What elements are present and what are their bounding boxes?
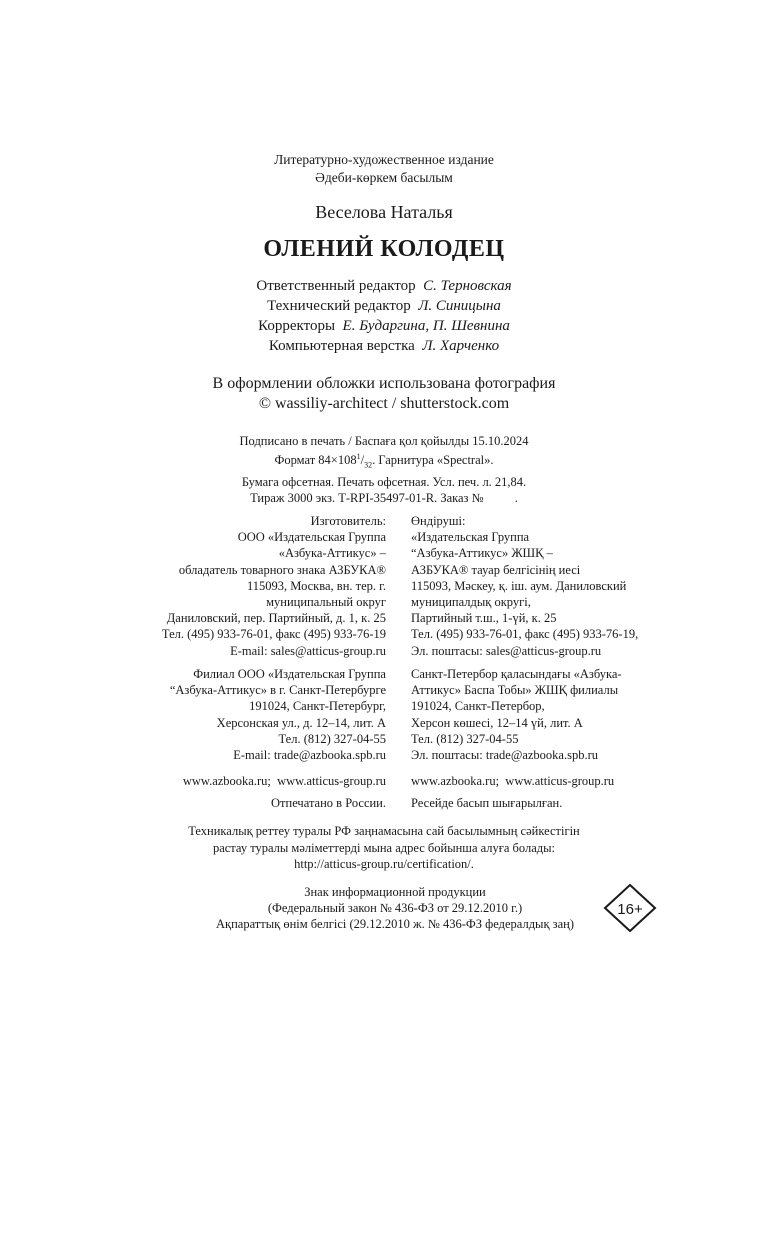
staff-credits [0, 276, 768, 356]
manufacturer-line: 115093, Москва, вн. тер. г. [246, 578, 386, 593]
certification-url: http://atticus-group.ru/certification/. [294, 857, 474, 871]
certification-note [0, 823, 768, 873]
website-kz: www.azbooka.ru; www.atticus-group.ru [411, 774, 615, 788]
manufacturer-line: обладатель товарного знака АЗБУКА® [178, 562, 386, 577]
branch-kz [411, 666, 622, 763]
certification-line: растау туралы мәліметтерді мына адрес бойынша алуға болады: [212, 840, 556, 855]
branch-line: Херсон көшесі, 12–14 үй, лит. А [411, 715, 583, 730]
branch-line: Тел. (812) 327-04-55 [278, 731, 386, 746]
staff-line [0, 336, 768, 356]
branch-line: Санкт-Петербор қаласындағы «Азбука- [411, 667, 622, 681]
website-ru: www.azbooka.ru; www.atticus-group.ru [182, 774, 386, 788]
age-rating-label: 16+ [617, 901, 643, 918]
branch-line: Аттикус» Баспа Тобы» ЖШҚ филиалы [411, 683, 619, 698]
branch-line: “Азбука-Аттикус» в г. Санкт-Петербурге [169, 683, 386, 698]
manufacturer-line: Тел. (495) 933-76-01, факс (495) 933-76-19, [411, 627, 639, 642]
edition-type-kz: Әдеби-көркем басылым [315, 170, 453, 185]
print-run: Тираж 3000 экз. Т-RPI-35497-01-R. Заказ № . [250, 490, 518, 505]
staff-role: Корректоры [258, 318, 336, 334]
manufacturer-line: муниципалдық округі, [411, 595, 531, 610]
staff-person: С. Терновская [423, 278, 512, 294]
staff-line [0, 316, 768, 336]
staff-person: Л. Синицына [418, 298, 501, 314]
branch-email: Эл. поштасы: trade@azbooka.spb.ru [411, 748, 599, 763]
cover-photo-credit: © wassiliy-architect / shutterstock.com [258, 395, 510, 412]
format-suffix: . Гарнитура «Spectral». [372, 453, 494, 468]
manufacturer-line: АЗБУКА® тауар белгісінің иесі [411, 562, 581, 577]
manufacturer-line: ООО «Издательская Группа [237, 530, 386, 545]
manufacturer-line: Тел. (495) 933-76-01, факс (495) 933-76-19 [161, 627, 386, 642]
manufacturer-line: Даниловский, пер. Партийный, д. 1, к. 25 [166, 611, 386, 626]
age-rating-icon [602, 883, 658, 933]
edition-type [0, 151, 768, 187]
cover-credit-line: В оформлении обложки использована фотография [212, 375, 556, 392]
branch-line: Филиал ООО «Издательская Группа [193, 667, 386, 681]
staff-line [0, 296, 768, 316]
signed-date: Подписано в печать / Баспаға қол қойылды 15.10.2024 [239, 434, 529, 448]
paper-line: Бумага офсетная. Печать офсетная. Усл. печ. л. 21,84. [241, 474, 527, 489]
branch-line: 191024, Санкт-Петербор, [411, 699, 545, 714]
certification-line: Техникалық реттеу туралы РФ заңнамасына сай басылымның сәйкестігін [188, 824, 580, 838]
branch-ru [170, 666, 386, 763]
manufacturer-line: «Азбука-Аттикус» – [278, 546, 386, 561]
info-sign-line: (Федеральный закон № 436-ФЗ от 29.12.2010 г.) [267, 901, 523, 915]
staff-person: Л. Харченко [422, 338, 500, 354]
author-name: Веселова Наталья [315, 202, 453, 222]
printed-in-ru: Отпечатано в России. [271, 796, 386, 810]
staff-role: Технический редактор [267, 298, 411, 314]
printed-in-kz: Ресейде басып шығарылған. [411, 796, 563, 810]
cover-credit [0, 374, 768, 414]
branch-line: Тел. (812) 327-04-55 [411, 731, 519, 746]
info-sign-line: Знак информационной продукции [304, 885, 486, 899]
info-product-sign [180, 884, 610, 932]
print-details [0, 433, 768, 506]
manufacturer-kz [411, 513, 638, 659]
manufacturer-email: Эл. поштасы: sales@atticus-group.ru [411, 643, 602, 658]
staff-person: Е. Бударгина, П. Шевнина [342, 318, 510, 334]
manufacturer-email: E-mail: sales@atticus-group.ru [230, 643, 386, 658]
format-line: Формат $84\times 108^1/_{32}$. Гарнитура «Spectral». [274, 452, 494, 470]
manufacturer-line: «Издательская Группа [411, 530, 530, 545]
staff-line [0, 276, 768, 296]
staff-role: Компьютерная верстка [268, 338, 415, 354]
info-sign-line: Ақпараттық өнім белгісі (29.12.2010 ж. № 436-ФЗ федералдық заң) [216, 917, 574, 931]
format-prefix: Формат 84×108 [274, 453, 357, 468]
manufacturer-line: Өндіруші: [411, 514, 466, 528]
format-denominator: 32 [364, 460, 373, 470]
edition-type-ru: Литературно-художественное издание [274, 152, 494, 167]
manufacturer-ru [162, 513, 386, 659]
format-numerator: 1 [356, 452, 361, 461]
branch-line: Херсонская ул., д. 12–14, лит. А [216, 715, 386, 730]
manufacturer-line: “Азбука-Аттикус» ЖШҚ – [411, 546, 553, 561]
manufacturer-line: Изготовитель: [310, 514, 386, 528]
manufacturer-line: 115093, Мәскеу, қ. іш. аум. Даниловский [411, 578, 627, 593]
manufacturer-line: муниципальный округ [266, 595, 386, 610]
book-title: ОЛЕНИЙ КОЛОДЕЦ [263, 236, 505, 262]
staff-role: Ответственный редактор [256, 278, 416, 294]
manufacturer-line: Партийный т.ш., 1-үй, к. 25 [411, 611, 557, 626]
branch-line: 191024, Санкт-Петербург, [249, 699, 386, 714]
branch-email: E-mail: trade@azbooka.spb.ru [233, 748, 386, 763]
